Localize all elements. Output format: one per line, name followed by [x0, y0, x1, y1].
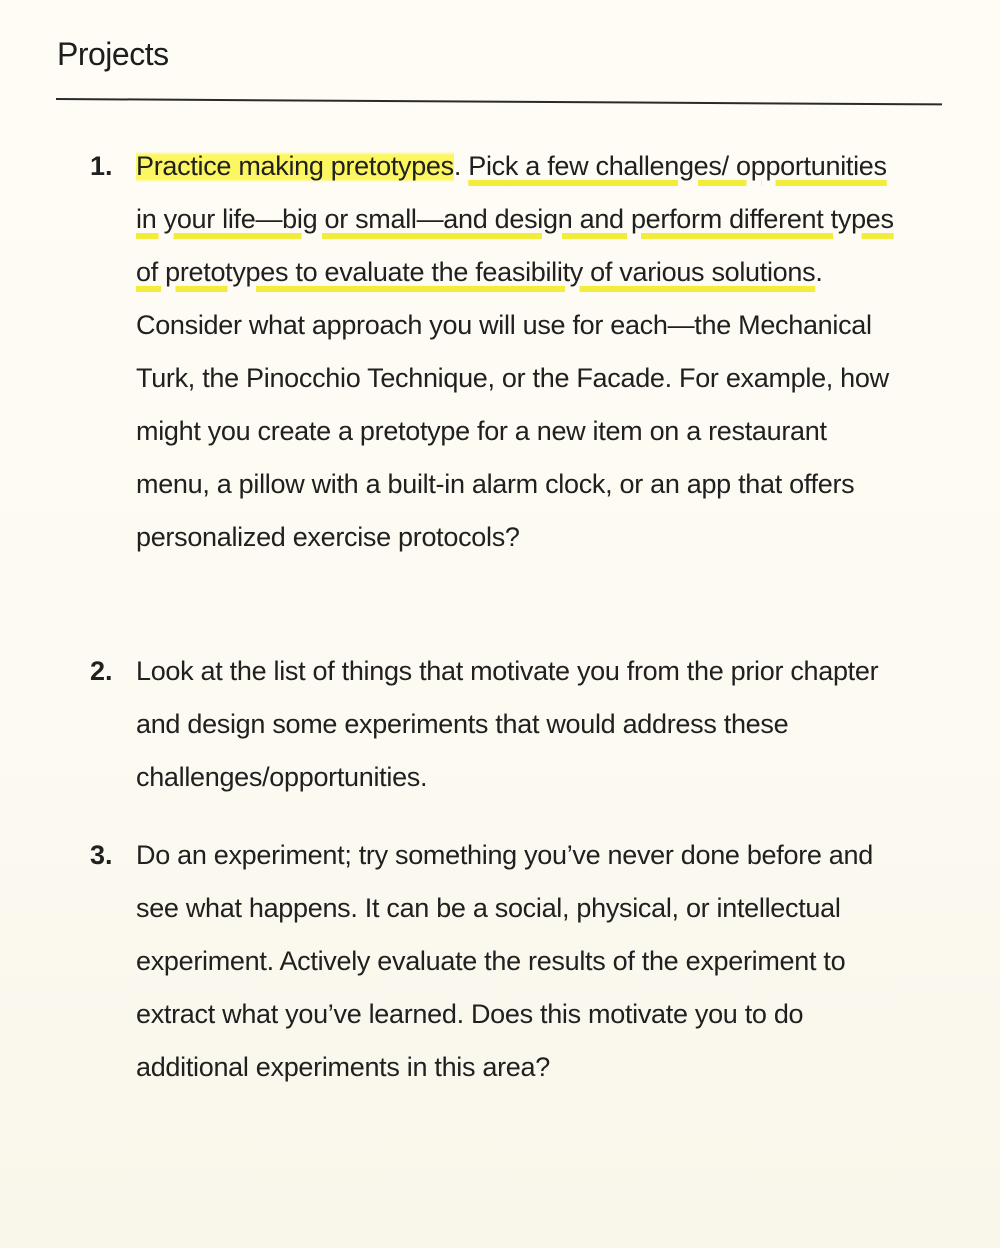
item-number: 3. [90, 840, 113, 870]
item-number: 1. [90, 151, 113, 181]
heading-rule [56, 98, 942, 105]
item-text-separator: . [453, 151, 469, 181]
item-number: 2. [90, 656, 113, 686]
highlighted-text: Practice making pretotypes [136, 151, 454, 181]
item-text: Look at the list of things that motivate you from the prior chapter and design some experiments that would address these challenges/opportunities. [136, 656, 879, 792]
section-heading: Projects [57, 36, 169, 72]
item-text-rest: . Consider what approach you will use for each—the Mechanical Turk, the Pinocchio Technique, or the Facade. For example, how might you create a pretotype for a new item on a restaurant menu, a pillow with a built-in alarm clock, or an app that offers personalized exercise protocols? [136, 257, 889, 552]
item-text [136, 140, 896, 564]
underlined-text: Pick a few challenges/ opportunities in your life—big or small—and design and perform different types of pretotypes to evaluate the feasibility of various solutions [136, 151, 894, 287]
item-text: Do an experiment; try something you’ve never done before and see what happens. It can be a social, physical, or intellectual experiment. Actively evaluate the results of the experiment to extract what you’ve learned. Does this motivate you to do additional experiments in this area? [136, 840, 873, 1082]
